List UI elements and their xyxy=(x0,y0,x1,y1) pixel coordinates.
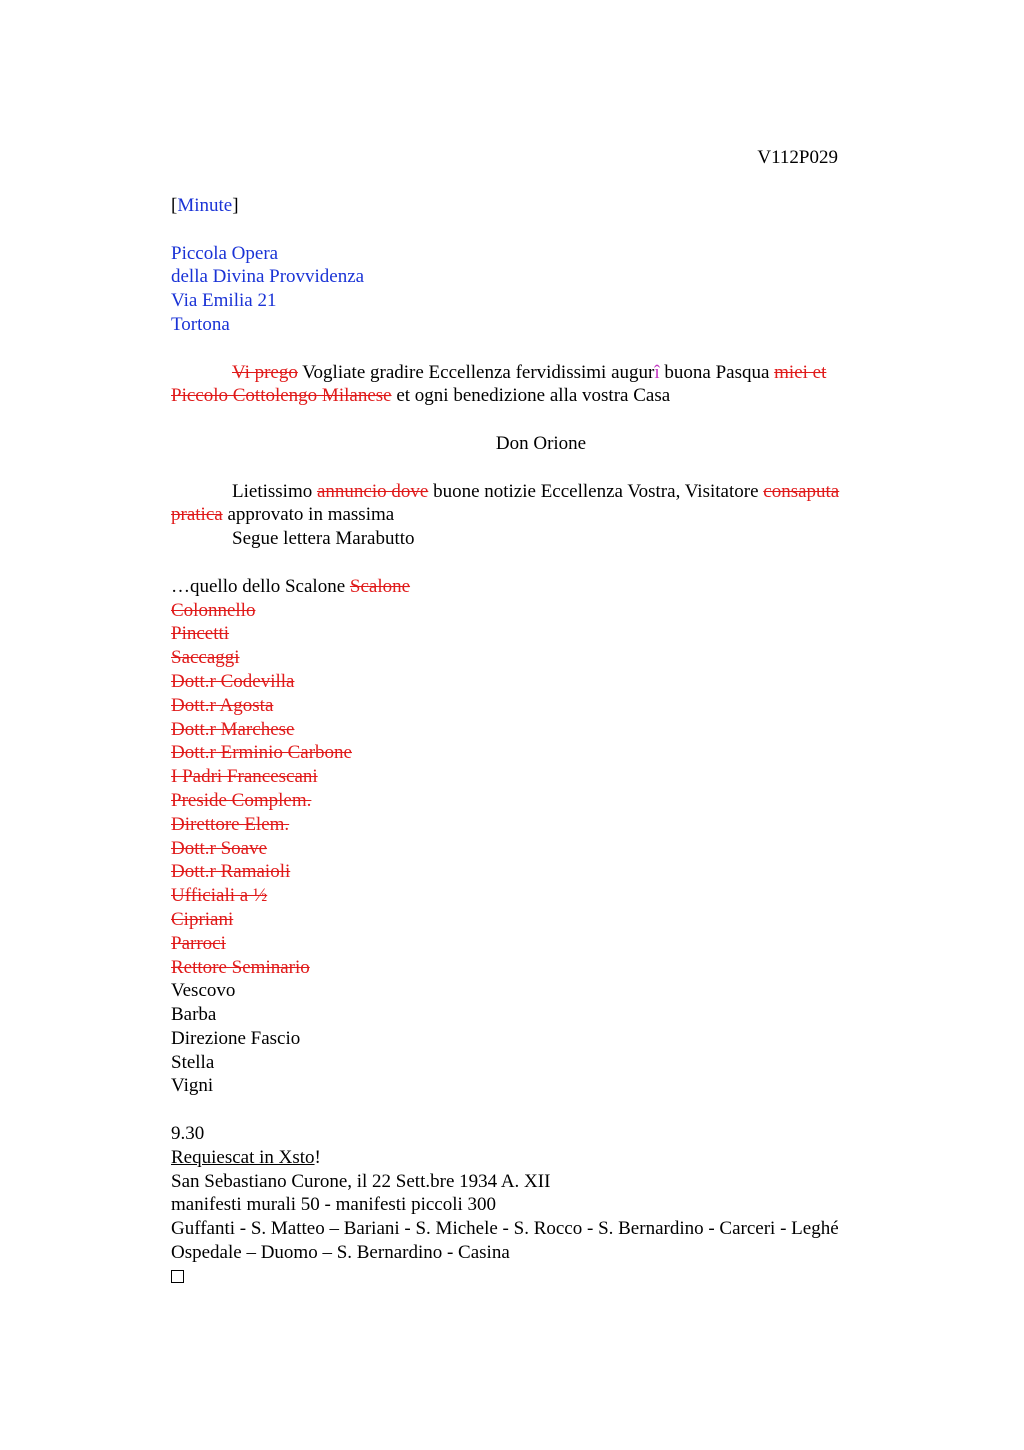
deleted-text: consaputa xyxy=(763,480,840,502)
checkbox-icon[interactable] xyxy=(171,1270,184,1283)
address-line-2: della Divina Provvidenza xyxy=(171,266,365,288)
requiescat-line xyxy=(171,1146,931,1170)
list-item: Vescovo xyxy=(171,980,236,1002)
struck-list-item: Dott.r Erminio Carbone xyxy=(171,742,352,764)
struck-list-item: I Padri Francescani xyxy=(171,766,318,788)
bracket-close: ] xyxy=(232,195,239,216)
checkbox-row xyxy=(171,1265,931,1290)
deleted-text: annuncio dove xyxy=(316,480,429,502)
address-line-3: Via Emilia 21 xyxy=(171,290,277,312)
document-id: V112P029 xyxy=(757,147,838,168)
deleted-text: Vi prego xyxy=(232,361,298,383)
correction-mark: î xyxy=(654,361,660,383)
struck-list-item: Ufficiali a ½ xyxy=(171,885,268,907)
route-line-1: Guffanti - S. Matteo – Bariani - S. Michele - S. Rocco - S. Bernardino - Carceri - Leghé xyxy=(171,1218,839,1240)
struck-list-item: Saccaggi xyxy=(171,647,240,669)
bracket-open: [ xyxy=(171,195,178,216)
scalone-line xyxy=(171,575,931,599)
struck-list-item: Dott.r Agosta xyxy=(171,694,274,716)
signature: Don Orione xyxy=(495,432,587,454)
paragraph-text: Lietissimo xyxy=(232,480,317,502)
time: 9.30 xyxy=(171,1123,205,1145)
struck-list-item: Direttore Elem. xyxy=(171,813,290,835)
struck-list-item: Cipriani xyxy=(171,908,234,930)
list-item: Barba xyxy=(171,1004,217,1026)
minute-text: Minute xyxy=(177,195,233,216)
paragraph-text: …quello dello Scalone xyxy=(171,575,350,597)
paragraph-text: approvato in massima xyxy=(222,504,395,526)
struck-list-item: Dott.r Codevilla xyxy=(171,670,295,692)
struck-list-item: Colonnello xyxy=(171,599,256,621)
address-line-1: Piccola Opera xyxy=(171,242,279,264)
greeting-paragraph-line-2 xyxy=(171,384,931,408)
struck-list-item: Rettore Seminario xyxy=(171,956,310,978)
deleted-text: Scalone xyxy=(349,575,411,597)
struck-list-item: Pincetti xyxy=(171,623,230,645)
minute-label xyxy=(171,194,931,218)
announcement-paragraph-line-3: Segue lettera Marabutto xyxy=(232,528,415,550)
document-body xyxy=(171,194,931,1290)
address-line-4: Tortona xyxy=(171,313,230,335)
paragraph-text: et ogni benedizione alla vostra Casa xyxy=(391,385,671,407)
paragraph-text: Vogliate gradire Eccellenza fervidissimi augur xyxy=(297,361,655,383)
place-date: San Sebastiano Curone, il 22 Sett.bre 1934 A. XII xyxy=(171,1170,551,1192)
requiescat-text: Requiescat in Xsto xyxy=(171,1146,315,1168)
announcement-paragraph-line-1 xyxy=(171,480,931,504)
list-item: Stella xyxy=(171,1051,215,1073)
greeting-paragraph-line-1 xyxy=(171,361,931,385)
route-line-2: Ospedale – Duomo – S. Bernardino - Casina xyxy=(171,1242,510,1264)
announcement-paragraph-line-2 xyxy=(171,503,931,527)
posters-line: manifesti murali 50 - manifesti piccoli 300 xyxy=(171,1194,497,1216)
struck-list xyxy=(171,599,931,980)
exclamation: ! xyxy=(314,1146,321,1168)
deleted-text: Piccolo Cottolengo Milanese xyxy=(171,385,392,407)
deleted-text: miei et xyxy=(774,361,827,383)
struck-list-item: Dott.r Ramaioli xyxy=(171,861,291,883)
plain-list xyxy=(171,979,931,1098)
list-item: Vigni xyxy=(171,1075,214,1097)
paragraph-text: buona Pasqua xyxy=(659,361,775,383)
struck-list-item: Parroci xyxy=(171,932,226,954)
struck-list-item: Dott.r Soave xyxy=(171,837,268,859)
list-item: Direzione Fascio xyxy=(171,1027,301,1049)
paragraph-text: buone notizie Eccellenza Vostra, Visitatore xyxy=(428,480,764,502)
struck-list-item: Dott.r Marchese xyxy=(171,718,295,740)
deleted-text: pratica xyxy=(171,504,223,526)
struck-list-item: Preside Complem. xyxy=(171,789,312,811)
